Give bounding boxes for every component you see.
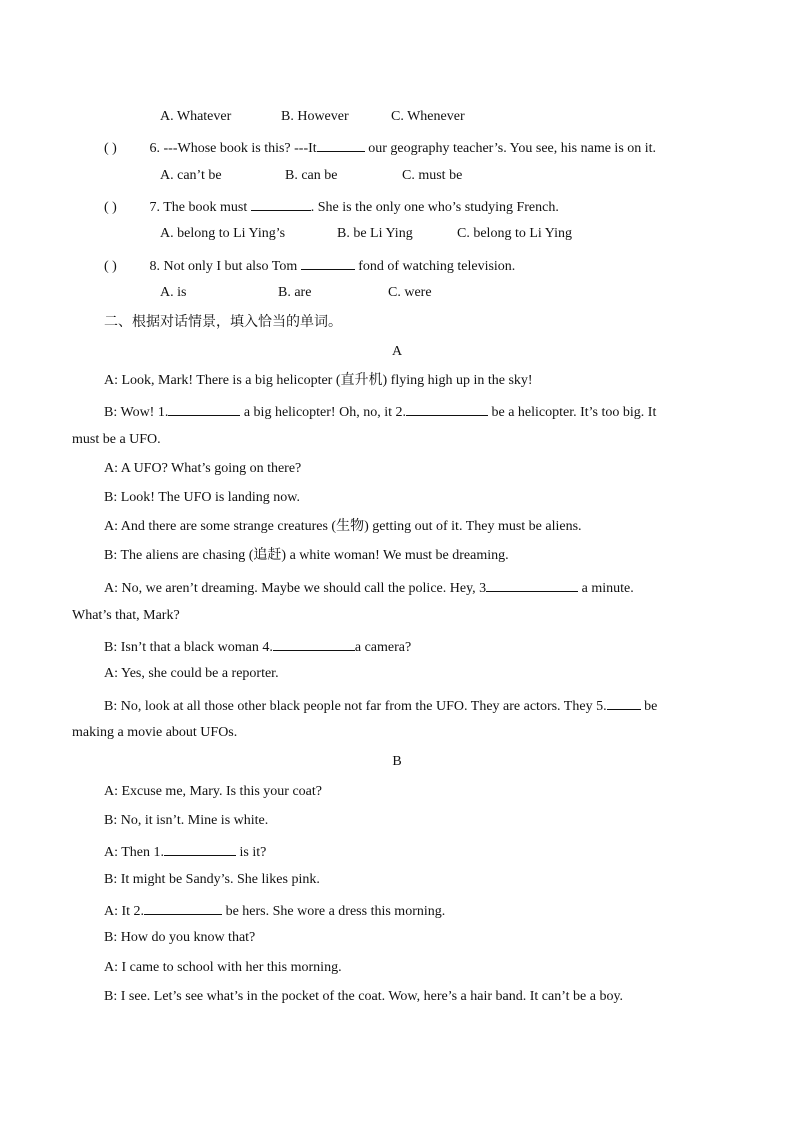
dialogue-b-line-3-pre: A: Then 1.: [104, 845, 165, 860]
dialogue-a-line-2-post: be a helicopter. It’s too big. It: [487, 405, 657, 420]
dialogue-b-heading: B: [392, 754, 402, 769]
q7-blank[interactable]: [251, 196, 311, 211]
q6-stem: [104, 137, 656, 158]
dialogue-b-line-5-pre: A: It 2.: [104, 904, 145, 919]
q7-answer-paren[interactable]: ( ): [104, 200, 117, 215]
dialogue-a-line-10: [104, 636, 411, 657]
dialogue-a-blank-2[interactable]: [406, 401, 488, 416]
dialogue-a-line-8: [104, 577, 634, 598]
dialogue-a-blank-3[interactable]: [486, 577, 578, 592]
dialogue-a-line-5: B: Look! The UFO is landing now.: [104, 490, 300, 505]
dialogue-b-line-8: B: I see. Let’s see what’s in the pocket of the coat. Wow, here’s a hair band. It can’t be a boy.: [104, 989, 624, 1004]
dialogue-b-line-7: A: I came to school with her this morning.: [104, 960, 342, 975]
dialogue-a-line-12-post: be: [640, 699, 658, 714]
q8-blank[interactable]: [301, 255, 355, 270]
dialogue-a-line-7: B: The aliens are chasing (追赶) a white woman! We must be dreaming.: [104, 548, 509, 563]
dialogue-a-line-11: A: Yes, she could be a reporter.: [104, 666, 279, 681]
dialogue-a-line-13: making a movie about UFOs.: [72, 725, 238, 740]
q8-option-c: C. were: [388, 285, 432, 300]
q6-blank[interactable]: [317, 137, 365, 152]
q8-answer-paren[interactable]: ( ): [104, 259, 117, 274]
dialogue-b-line-4: B: It might be Sandy’s. She likes pink.: [104, 872, 320, 887]
dialogue-a-blank-5[interactable]: [607, 695, 641, 710]
dialogue-a-line-12: [104, 695, 657, 716]
dialogue-a-blank-4[interactable]: [273, 636, 355, 651]
q6-stem-pre: 6. ---Whose book is this? ---It: [149, 141, 317, 156]
dialogue-a-heading: A: [391, 344, 403, 359]
q6-option-c: C. must be: [402, 168, 463, 183]
q6-option-a: A. can’t be: [160, 168, 222, 183]
dialogue-b-line-1: A: Excuse me, Mary. Is this your coat?: [104, 784, 322, 799]
q8-stem-post: fond of watching television.: [354, 259, 516, 274]
dialogue-a-line-2: [104, 401, 656, 422]
dialogue-b-line-6: B: How do you know that?: [104, 930, 256, 945]
dialogue-b-line-5-post: be hers. She wore a dress this morning.: [222, 904, 446, 919]
dialogue-a-line-6: A: And there are some strange creatures (生物) getting out of it. They must be aliens.: [104, 519, 582, 534]
dialogue-b-line-5: [104, 900, 445, 921]
dialogue-a-line-1: A: Look, Mark! There is a big helicopter (直升机) flying high up in the sky!: [104, 373, 533, 388]
q8-option-b: B. are: [278, 285, 312, 300]
q8-stem: [104, 255, 515, 276]
dialogue-a-line-3: must be a UFO.: [72, 432, 161, 447]
dialogue-a-line-2-pre: B: Wow! 1.: [104, 405, 169, 420]
q5-option-b: B. However: [281, 109, 349, 124]
dialogue-b-blank-1[interactable]: [164, 841, 236, 856]
q7-stem: [104, 196, 559, 217]
q6-stem-post: our geography teacher’s. You see, his name is on it.: [364, 141, 657, 156]
dialogue-a-line-10-post: a camera?: [354, 640, 412, 655]
q7-option-b: B. be Li Ying: [337, 226, 413, 241]
q6-answer-paren[interactable]: ( ): [104, 141, 117, 156]
q5-option-c: C. Whenever: [391, 109, 465, 124]
dialogue-a-blank-1[interactable]: [168, 401, 240, 416]
q5-option-a: A. Whatever: [160, 109, 232, 124]
dialogue-a-line-8-post: a minute.: [578, 581, 634, 596]
q8-stem-pre: 8. Not only I but also Tom: [149, 259, 301, 274]
dialogue-b-line-2: B: No, it isn’t. Mine is white.: [104, 813, 269, 828]
dialogue-a-line-8-pre: A: No, we aren’t dreaming. Maybe we should call the police. Hey, 3: [104, 581, 487, 596]
q7-option-c: C. belong to Li Ying: [457, 226, 572, 241]
q6-option-b: B. can be: [285, 168, 338, 183]
dialogue-a-line-4: A: A UFO? What’s going on there?: [104, 461, 302, 476]
q7-stem-pre: 7. The book must: [149, 200, 251, 215]
dialogue-b-line-3-post: is it?: [236, 845, 267, 860]
q7-option-a: A. belong to Li Ying’s: [160, 226, 286, 241]
dialogue-a-line-9: What’s that, Mark?: [72, 608, 180, 623]
dialogue-a-line-12-pre: B: No, look at all those other black people not far from the UFO. They are actors. They 5.: [104, 699, 607, 714]
dialogue-b-blank-2[interactable]: [144, 900, 222, 915]
q8-option-a: A. is: [160, 285, 187, 300]
dialogue-a-line-2-mid: a big helicopter! Oh, no, it 2.: [240, 405, 406, 420]
dialogue-b-line-3: [104, 841, 266, 862]
section-2-title: 二、根据对话情景，填入恰当的单词。: [104, 314, 342, 330]
q7-stem-post: . She is the only one who’s studying French.: [310, 200, 559, 215]
dialogue-a-line-10-pre: B: Isn’t that a black woman 4.: [104, 640, 273, 655]
